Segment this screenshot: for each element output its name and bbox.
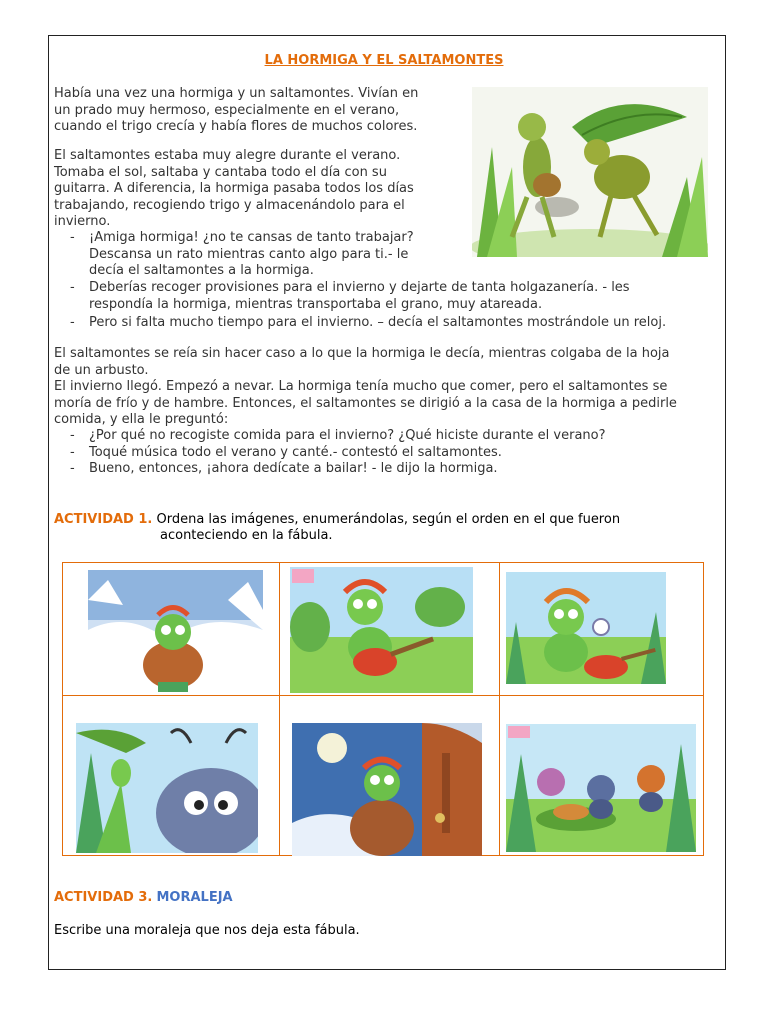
list-bullet: - [70,445,75,460]
activity-3-label: ACTIVIDAD 3. [54,890,153,905]
activity-3-title: MORALEJA [156,890,233,905]
paragraph-intro [54,86,418,136]
list-bullet: - [70,461,75,476]
dialog-item: Toqué música todo el verano y canté.- contestó el saltamontes. [89,445,502,460]
text-line: Tomaba el sol, saltaba y cantaba todo el día con su [54,164,387,180]
text-line: moría de frío y de hambre. Entonces, el saltamontes se dirigió a la casa de la hormiga a pedirle [54,395,677,411]
text-line: invierno. [54,214,111,229]
story-illustration [472,87,708,257]
activity-3-heading [54,890,233,907]
text-line: Deberías recoger provisiones para el invierno y dejarte de tanta holgazanería. - les [89,280,630,295]
activity-3-instruction: Escribe una moraleja que nos deja esta fábula. [54,923,360,938]
text-line: Había una vez una hormiga y un saltamontes. Vivían en [54,86,419,101]
story-title: LA HORMIGA Y EL SALTAMONTES [264,53,504,68]
activity-1-instruction: Ordena las imágenes, enumerándolas, según el orden en el que fueron [156,512,621,527]
paragraph-summer [54,148,414,231]
text-line: decía el saltamontes a la hormiga. [89,263,314,278]
text-line: cuando el trigo crecía y había flores de muchos colores. [54,119,418,134]
activity-1-label: ACTIVIDAD 1. [54,512,153,527]
text-line: respondía la hormiga, mientras transportaba el grano, muy atareada. [89,296,543,312]
text-line: trabajando, recogiendo trigo y almacenándolo para el [54,197,405,213]
grid-divider [279,563,280,855]
paragraph-winter [54,346,677,429]
dialog-item: Bueno, entonces, ¡ahora dedícate a bailar! - le dijo la hormiga. [89,461,498,476]
text-line: El saltamontes estaba muy alegre durante el verano. [54,148,401,163]
dialog-item [89,315,666,332]
scene-guitar-summer[interactable] [290,567,473,693]
text-line: un prado muy hermoso, especialmente en el verano, [54,102,400,118]
list-bullet: - [70,315,75,330]
scene-ants-carrying[interactable] [506,724,696,852]
scene-door-winter[interactable] [292,723,482,856]
text-line: de un arbusto. [54,362,149,378]
text-line: Pero si falta mucho tiempo para el invierno. – decía el saltamontes mostrándole un reloj. [89,315,667,330]
text-line: El saltamontes se reía sin hacer caso a lo que la hormiga le decía, mientras colgaba de la hoja [54,346,670,361]
text-line: guitarra. A diferencia, la hormiga pasaba todos los días [54,181,414,196]
scene-clock[interactable] [506,572,666,684]
scene-winter-snow[interactable] [88,570,263,694]
scene-ant-closeup[interactable] [76,723,258,853]
text-line: Descansa un rato mientras canto algo para ti.- le [89,246,409,262]
activity-1-instruction-cont: aconteciendo en la fábula. [160,528,333,543]
activity-1 [54,512,620,529]
dialog-item [89,230,414,280]
list-bullet: - [70,230,75,245]
grid-divider [63,695,703,696]
dialog-item: ¿Por qué no recogiste comida para el invierno? ¿Qué hiciste durante el verano? [89,428,606,443]
text-line: comida, y ella le preguntó: [54,412,229,427]
text-line: ¡Amiga hormiga! ¿no te cansas de tanto trabajar? [89,230,414,245]
dialog-item [89,280,630,313]
grid-divider [499,563,500,855]
list-bullet: - [70,280,75,295]
text-line: El invierno llegó. Empezó a nevar. La hormiga tenía mucho que comer, pero el saltamontes se [54,379,668,394]
list-bullet: - [70,428,75,443]
